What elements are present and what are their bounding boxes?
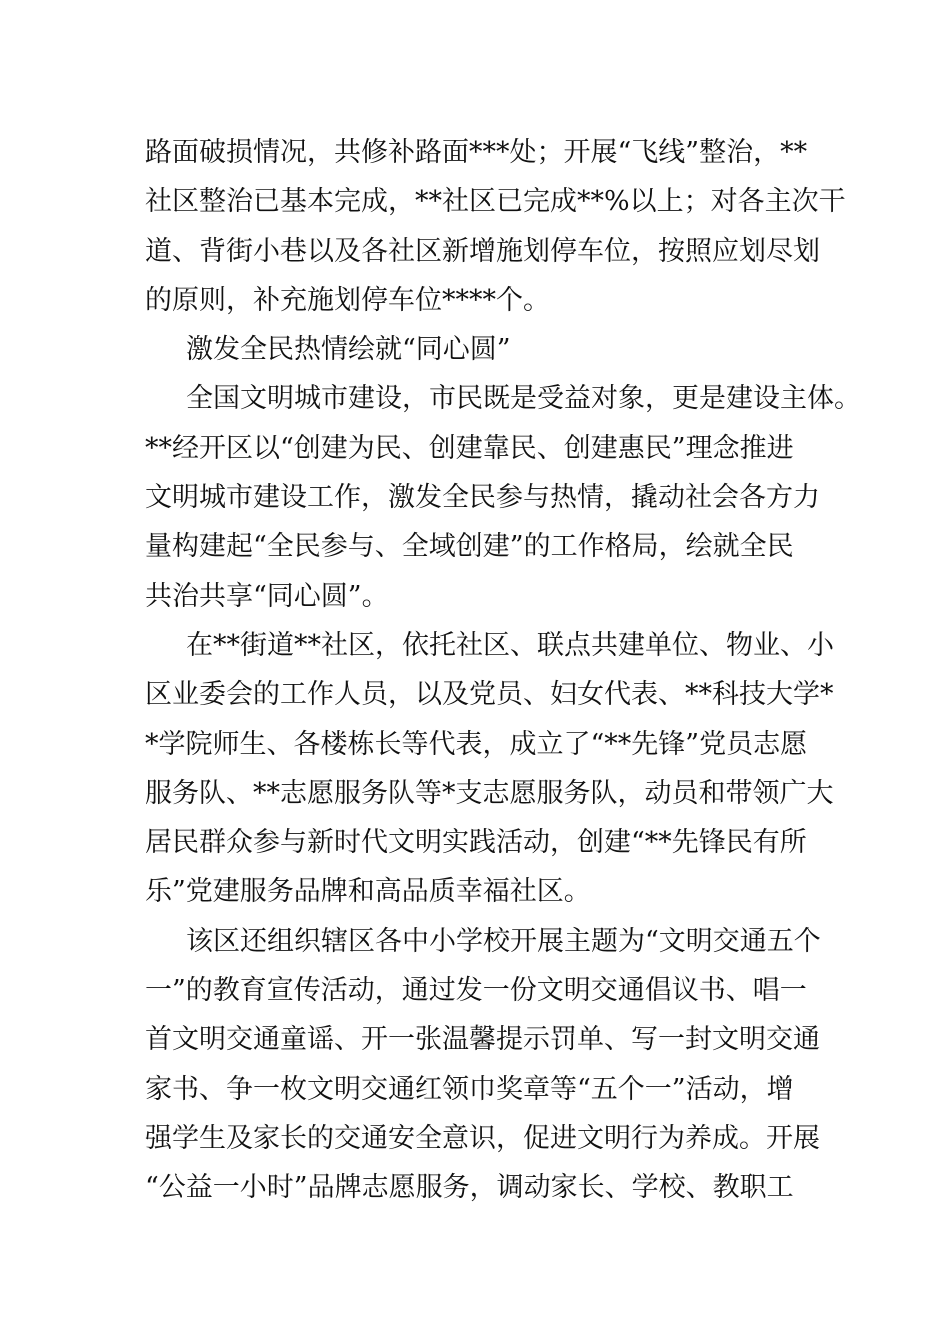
text-line: *学院师生、各楼栋长等代表，成立了“**先锋”党员志愿 <box>145 728 808 760</box>
text-line: 乐”党建服务品牌和高品质幸福社区。 <box>145 876 591 908</box>
text-line: 该区还组织辖区各中小学校开展主题为“文明交通五个 <box>186 925 821 957</box>
text-line: 区业委会的工作人员，以及党员、妇女代表、**科技大学* <box>145 679 834 711</box>
heading-line: 激发全民热情绘就“同心圆” <box>186 334 511 366</box>
paragraph-traffic-education <box>145 917 821 1213</box>
paragraph-volunteer-teams <box>145 621 834 917</box>
text-line: 文明城市建设工作，激发全民参与热情，撬动社会各方力 <box>145 482 820 514</box>
document-body <box>145 128 861 1213</box>
text-line: “公益一小时”品牌志愿服务，调动家长、学校、教职工 <box>145 1172 794 1204</box>
text-line: 社区整治已基本完成，**社区已完成**%以上；对各主次干 <box>145 186 846 218</box>
text-line: 的原则，补充施划停车位****个。 <box>145 284 550 316</box>
text-line: 道、背街小巷以及各社区新增施划停车位，按照应划尽划 <box>145 235 820 267</box>
paragraph-road-repair <box>145 128 846 325</box>
text-line: 服务队、**志愿服务队等*支志愿服务队，动员和带领广大 <box>145 777 834 809</box>
text-line: 共治共享“同心圆”。 <box>145 580 389 612</box>
text-line: 在**街道**社区，依托社区、联点共建单位、物业、小 <box>186 629 834 661</box>
text-line: 强学生及家长的交通安全意识，促进文明行为养成。开展 <box>145 1122 820 1154</box>
paragraph-civic-participation <box>145 374 861 620</box>
text-line: **经开区以“创建为民、创建靠民、创建惠民”理念推进 <box>145 432 794 464</box>
section-heading <box>145 325 815 374</box>
text-line: 量构建起“全民参与、全域创建”的工作格局，绘就全民 <box>145 531 794 563</box>
text-line: 一”的教育宣传活动，通过发一份文明交通倡议书、唱一 <box>145 975 807 1007</box>
text-line: 首文明交通童谣、开一张温馨提示罚单、写一封文明交通 <box>145 1024 820 1056</box>
text-line: 全国文明城市建设，市民既是受益对象，更是建设主体。 <box>186 383 861 415</box>
text-line: 路面破损情况，共修补路面***处；开展“飞线”整治，** <box>145 137 808 168</box>
text-line: 家书、争一枚文明交通红领巾奖章等“五个一”活动，增 <box>145 1073 794 1105</box>
text-line: 居民群众参与新时代文明实践活动，创建“**先锋民有所 <box>145 827 807 859</box>
